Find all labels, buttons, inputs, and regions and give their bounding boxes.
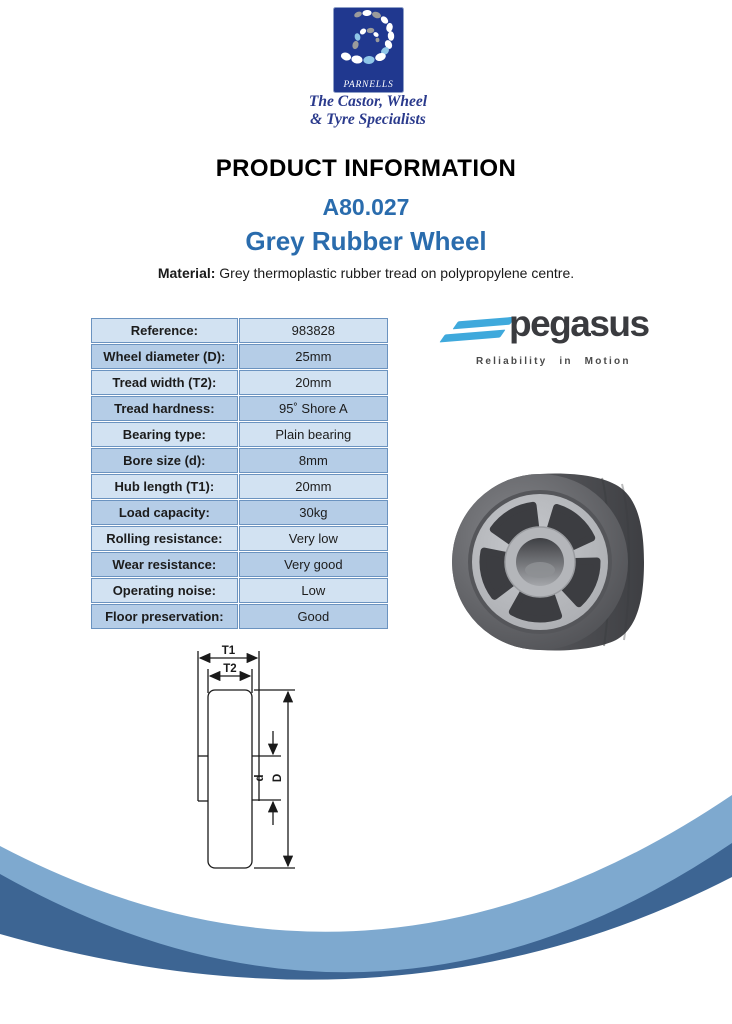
company-tagline-line1: The Castor, Wheel [308,93,428,110]
parnells-logo-graphic [333,7,404,93]
spec-label-cell: Operating noise: [91,578,238,603]
table-row [91,396,388,421]
spec-value-cell: 8mm [239,448,388,473]
spec-value-cell: Very low [239,526,388,551]
spec-label-cell: Tread width (T2): [91,370,238,395]
spec-table [90,317,389,630]
product-code: A80.027 [322,194,410,220]
technical-drawing [193,643,303,893]
spec-value-cell: Plain bearing [239,422,388,447]
spec-label-cell: Tread hardness: [91,396,238,421]
dimension-label-t2: T2 [223,663,237,675]
table-row [91,526,388,551]
product-name: Grey Rubber Wheel [245,226,487,256]
spec-label-cell: Bearing type: [91,422,238,447]
material-note [0,265,732,281]
spec-label-cell: Reference: [91,318,238,343]
pegasus-tagline: Reliability in Motion [476,356,631,367]
spec-value-cell: 25mm [239,344,388,369]
spec-value-cell: 983828 [239,318,388,343]
table-row [91,500,388,525]
material-label: Material: [157,265,216,281]
dimension-label-D: D [272,773,284,783]
spec-label-cell: Load capacity: [91,500,238,525]
table-row [91,370,388,395]
spec-label-cell: Rolling resistance: [91,526,238,551]
parnells-wordmark: PARNELLS [343,80,394,90]
spec-value-cell: 95˚ Shore A [239,396,388,421]
spec-label-cell: Bore size (d): [91,448,238,473]
company-tagline-line2: & Tyre Specialists [310,110,426,128]
product-photo [452,464,648,656]
parnells-logo [333,7,404,93]
spec-label-cell: Wear resistance: [91,552,238,577]
spec-label-cell: Wheel diameter (D): [91,344,238,369]
table-row [91,604,388,629]
spec-value-cell: 20mm [239,474,388,499]
wave-light-band [0,795,732,972]
spec-label-cell: Floor preservation: [91,604,238,629]
wheel-photo-graphic [452,464,648,656]
table-row [91,474,388,499]
table-row [91,552,388,577]
spec-value-cell: Low [239,578,388,603]
page-title: PRODUCT INFORMATION [215,155,517,182]
company-tagline [236,93,500,128]
spec-label-cell: Hub length (T1): [91,474,238,499]
pegasus-stripe-icon [439,330,505,343]
spec-value-cell: Good [239,604,388,629]
table-row [91,344,388,369]
spec-value-cell: 20mm [239,370,388,395]
table-row [91,422,388,447]
dimension-label-d: d [254,774,266,782]
table-row [91,318,388,343]
dimension-drawing-graphic [193,643,303,893]
pegasus-logo [441,303,651,374]
pegasus-stripe-icon [452,317,515,330]
table-row [91,578,388,603]
material-text: Grey thermoplastic rubber tread on polypropylene centre. [215,265,575,281]
wave-dark-band [0,836,732,980]
dimension-label-t1: T1 [221,645,236,657]
spec-value-cell: 30kg [239,500,388,525]
pegasus-wordmark: pegasus [509,303,649,344]
spec-value-cell: Very good [239,552,388,577]
table-row [91,448,388,473]
